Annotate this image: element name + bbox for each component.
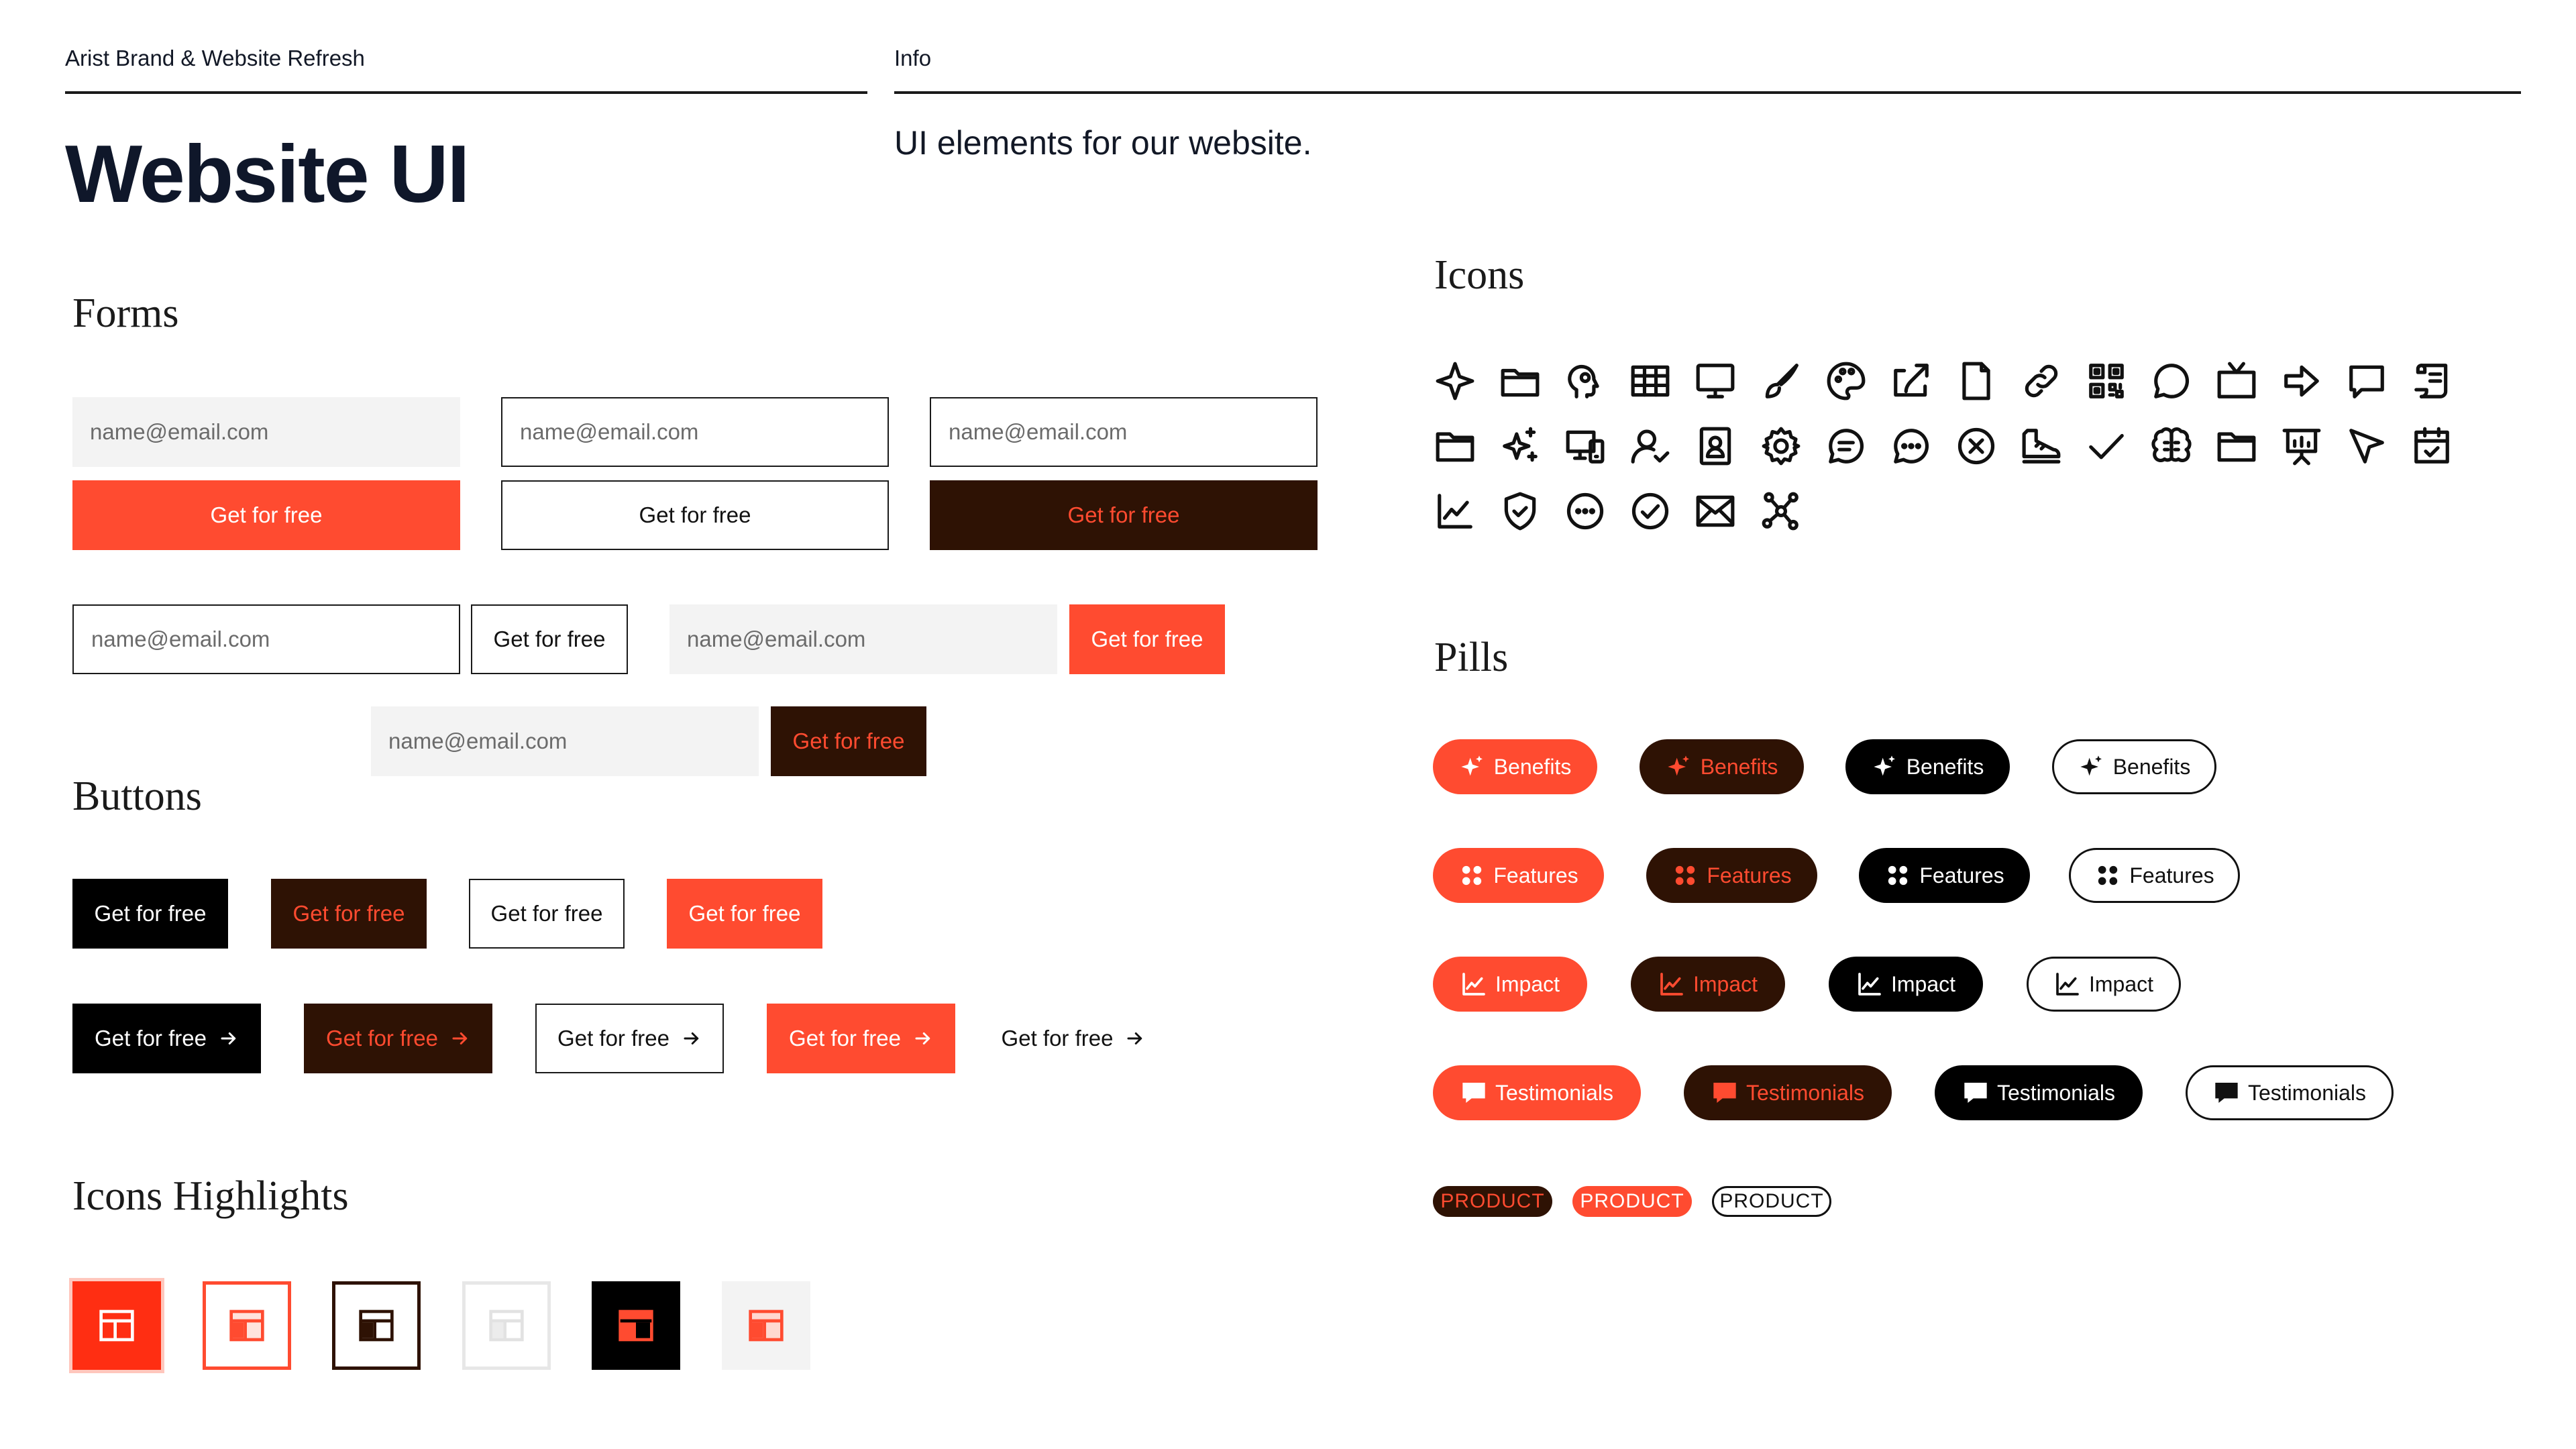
arrow-right-icon [682, 1028, 702, 1049]
get-for-free-button[interactable]: Get for free [271, 879, 427, 949]
palette-icon [1824, 359, 1868, 403]
email-field[interactable]: name@email.com [669, 604, 1057, 674]
section-icons-highlights: Icons Highlights [72, 1173, 349, 1219]
head-gear-icon [1563, 359, 1607, 403]
settings-icon [1759, 424, 1803, 468]
layout-icon [747, 1307, 785, 1344]
pill-label: Testimonials [1495, 1080, 1614, 1105]
get-for-free-arrow-button[interactable] [304, 1004, 492, 1073]
pill-impact[interactable] [2027, 957, 2181, 1012]
pill-label: Features [1919, 863, 2004, 888]
get-for-free-button[interactable]: Get for free [501, 480, 889, 550]
cursor-icon [2345, 424, 2389, 468]
pill-label: Impact [1495, 971, 1560, 996]
pill-impact[interactable] [1631, 957, 1785, 1012]
pill-label: Features [1707, 863, 1792, 888]
grid-dots-icon [2094, 862, 2121, 889]
arrow-outline-icon [2279, 359, 2324, 403]
button-label: Get for free [1001, 1026, 1114, 1051]
check-icon [2084, 424, 2129, 468]
pill-impact[interactable] [1829, 957, 1983, 1012]
pill-label: Testimonials [2247, 1080, 2367, 1105]
trend-chart-icon [1460, 971, 1487, 998]
trend-chart-icon [1433, 489, 1477, 533]
devices-icon [1563, 424, 1607, 468]
info-description: UI elements for our website. [894, 124, 1312, 162]
arrow-right-icon [219, 1028, 239, 1049]
get-for-free-button[interactable]: Get for free [72, 480, 460, 550]
get-for-free-arrow-button[interactable] [767, 1004, 955, 1073]
email-field[interactable]: name@email.com [371, 706, 759, 776]
highlight-tile [203, 1281, 291, 1370]
email-field[interactable]: name@email.com [930, 397, 1318, 467]
layout-icon [98, 1307, 136, 1344]
pill-label: Features [2129, 863, 2214, 888]
sparkle-icon [1433, 359, 1477, 403]
pill-label: Testimonials [1746, 1080, 1865, 1105]
header-divider [65, 91, 867, 94]
share-icon [1889, 359, 1933, 403]
layout-icon [358, 1307, 395, 1344]
section-forms: Forms [72, 290, 179, 336]
info-divider [894, 91, 2521, 94]
get-for-free-arrow-button[interactable] [72, 1004, 261, 1073]
pill-label: Benefits [1493, 754, 1572, 779]
get-for-free-arrow-button[interactable] [535, 1004, 724, 1073]
pill-benefits[interactable] [1845, 739, 2010, 794]
pill-testimonials[interactable] [2186, 1065, 2394, 1120]
network-icon [1759, 489, 1803, 533]
sparkles-icon [1666, 753, 1693, 780]
button-label: Get for free [789, 1026, 901, 1051]
folder-icon [1498, 359, 1542, 403]
pill-label: Features [1493, 863, 1578, 888]
grid-dots-icon [1458, 862, 1485, 889]
project-name: Arist Brand & Website Refresh [65, 46, 365, 70]
chat-bubble-icon [2149, 359, 2194, 403]
trend-chart-icon [1856, 971, 1883, 998]
email-field[interactable]: name@email.com [72, 397, 460, 467]
brain-icon [2149, 424, 2194, 468]
grid-dots-icon [1672, 862, 1699, 889]
calendar-check-icon [2410, 424, 2454, 468]
product-tag: PRODUCT [1572, 1186, 1692, 1217]
highlight-tile [462, 1281, 551, 1370]
check-circle-icon [1628, 489, 1672, 533]
shield-check-icon [1498, 489, 1542, 533]
arrow-right-icon [450, 1028, 470, 1049]
product-tag: PRODUCT [1433, 1186, 1552, 1217]
link-icon [2019, 359, 2063, 403]
message-icon [1711, 1079, 1738, 1106]
document-icon [1954, 359, 1998, 403]
pill-label: Benefits [1906, 754, 1984, 779]
get-for-free-button[interactable]: Get for free [471, 604, 628, 674]
pill-label: Impact [1890, 971, 1956, 996]
pill-testimonials[interactable] [1935, 1065, 2143, 1120]
pill-label: Benefits [2112, 754, 2191, 779]
message-icon [1460, 1079, 1487, 1106]
get-for-free-button[interactable]: Get for free [930, 480, 1318, 550]
highlight-tile [72, 1281, 161, 1370]
trend-chart-icon [1658, 971, 1685, 998]
pill-testimonials[interactable] [1684, 1065, 1892, 1120]
section-icons: Icons [1434, 252, 1525, 298]
get-for-free-link[interactable] [986, 1004, 1161, 1073]
pill-features[interactable] [1646, 848, 1817, 903]
pill-features[interactable] [2069, 848, 2240, 903]
arrow-right-icon [913, 1028, 933, 1049]
get-for-free-button[interactable]: Get for free [667, 879, 822, 949]
get-for-free-button[interactable]: Get for free [771, 706, 926, 776]
pill-testimonials[interactable] [1433, 1065, 1641, 1120]
info-label: Info [894, 46, 932, 70]
pill-label: Impact [2088, 971, 2154, 996]
sparkles-icon [1498, 424, 1542, 468]
sparkles-icon [1459, 753, 1486, 780]
message-square-icon [2345, 359, 2389, 403]
chat-dots-icon [1889, 424, 1933, 468]
message-icon [1962, 1079, 1989, 1106]
folder-icon [2214, 424, 2259, 468]
highlight-tile [722, 1281, 810, 1370]
chat-text-icon [1824, 424, 1868, 468]
pill-benefits[interactable] [2052, 739, 2216, 794]
brush-icon [1759, 359, 1803, 403]
pill-features[interactable] [1859, 848, 2030, 903]
email-field[interactable]: name@email.com [501, 397, 889, 467]
product-tag: PRODUCT [1712, 1186, 1831, 1217]
pill-label: Impact [1693, 971, 1758, 996]
pill-label: Benefits [1700, 754, 1778, 779]
monitor-icon [1693, 359, 1737, 403]
sparkles-icon [1872, 753, 1898, 780]
layout-icon [617, 1307, 655, 1344]
highlight-tile [592, 1281, 680, 1370]
section-pills: Pills [1434, 635, 1509, 680]
button-label: Get for free [95, 1026, 207, 1051]
pill-label: Testimonials [1996, 1080, 2116, 1105]
id-badge-icon [1693, 424, 1737, 468]
layout-icon [228, 1307, 266, 1344]
email-field[interactable]: name@email.com [72, 604, 460, 674]
highlight-tile [332, 1281, 421, 1370]
grid-dots-icon [1884, 862, 1911, 889]
scroll-icon [2410, 359, 2454, 403]
table-icon [1628, 359, 1672, 403]
button-label: Get for free [557, 1026, 669, 1051]
sparkles-icon [2078, 753, 2105, 780]
pill-features[interactable] [1433, 848, 1604, 903]
get-for-free-button[interactable]: Get for free [469, 879, 625, 949]
message-icon [2213, 1079, 2240, 1106]
pill-impact[interactable] [1433, 957, 1587, 1012]
pill-benefits[interactable] [1433, 739, 1597, 794]
mail-icon [1693, 489, 1737, 533]
button-label: Get for free [326, 1026, 438, 1051]
trend-chart-icon [2054, 971, 2081, 998]
qr-code-icon [2084, 359, 2129, 403]
section-buttons: Buttons [72, 773, 202, 819]
page-title: Website UI [65, 128, 469, 219]
folder-icon [1433, 424, 1477, 468]
tv-icon [2214, 359, 2259, 403]
get-for-free-button[interactable]: Get for free [1069, 604, 1225, 674]
get-for-free-button[interactable]: Get for free [72, 879, 228, 949]
pill-benefits[interactable] [1640, 739, 1804, 794]
shoe-icon [2019, 424, 2063, 468]
arrow-right-icon [1125, 1028, 1145, 1049]
user-check-icon [1628, 424, 1672, 468]
presentation-icon [2279, 424, 2324, 468]
more-circle-icon [1563, 489, 1607, 533]
close-circle-icon [1954, 424, 1998, 468]
layout-icon [488, 1307, 525, 1344]
